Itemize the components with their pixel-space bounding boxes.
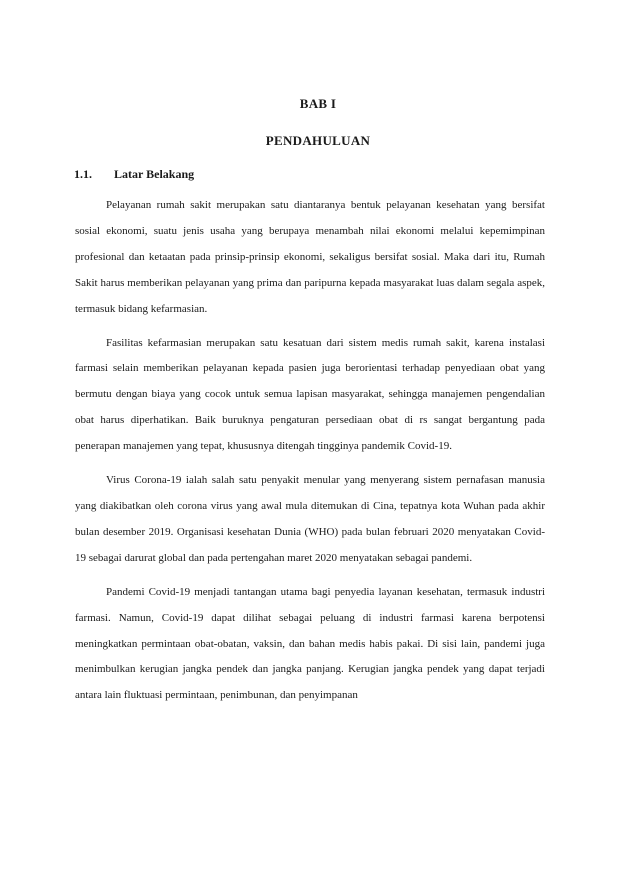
section-number: 1.1. bbox=[74, 167, 92, 181]
chapter-title: PENDAHULUAN bbox=[265, 133, 371, 148]
chapter-number: BAB I bbox=[299, 96, 337, 111]
paragraph-4: Pandemi Covid-19 menjadi tantangan utama bagi penyedia layanan kesehatan, termasuk industri farmasi. Namun, Covid-19 dapat dilihat sebagai peluang di industri farmasi karena berpotensi meningkatkan permintaan obat-obatan, vaksin, dan bahan medis habis pakai. Di sisi lain, pandemi juga menimbulkan kerugian jangka pendek dan jangka panjang. Kerugian jangka pendek yang dapat terjadi antara lain fluktuasi permintaan, penimbunan, dan penyimpanan bbox=[75, 585, 545, 702]
body-text bbox=[75, 193, 545, 717]
paragraph-2: Fasilitas kefarmasian merupakan satu kesatuan dari sistem medis rumah sakit, karena instalasi farmasi selain memberikan pelayanan kepada pasien juga berorientasi terhadap penyediaan obat yang bermutu dengan biaya yang cocok untuk semua lapisan masyarakat, sehingga manajemen pengendalian obat harus diperhatikan. Baik buruknya pengaturan persediaan obat di rs sangat bergantung pada penerapan manajemen yang tepat, khususnya ditengah tingginya pandemik Covid-19. bbox=[75, 336, 545, 453]
section-heading bbox=[74, 167, 194, 182]
paragraph-1: Pelayanan rumah sakit merupakan satu diantaranya bentuk pelayanan kesehatan yang bersifat sosial ekonomi, suatu jenis usaha yang berupaya menambah nilai ekonomi melalui kepemimpinan profesional dan ketaatan pada prinsip-prinsip ekonomi, sekaligus bersifat sosial. Maka dari itu, Rumah Sakit harus memberikan pelayanan yang prima dan paripurna kepada masyarakat luas dalam segala aspek, termasuk bidang kefarmasian. bbox=[75, 199, 545, 315]
section-title: Latar Belakang bbox=[114, 167, 195, 181]
paragraph-3: Virus Corona-19 ialah salah satu penyakit menular yang menyerang sistem pernafasan manusia yang diakibatkan oleh corona virus yang awal mula ditemukan di Cina, tepatnya kota Wuhan pada akhir bulan desember 2019. Organisasi kesehatan Dunia (WHO) pada bulan februari 2020 menyatakan Covid-19 sebagai darurat global dan pada pertengahan maret 2020 menyatakan sebagai pandemi. bbox=[75, 474, 545, 564]
